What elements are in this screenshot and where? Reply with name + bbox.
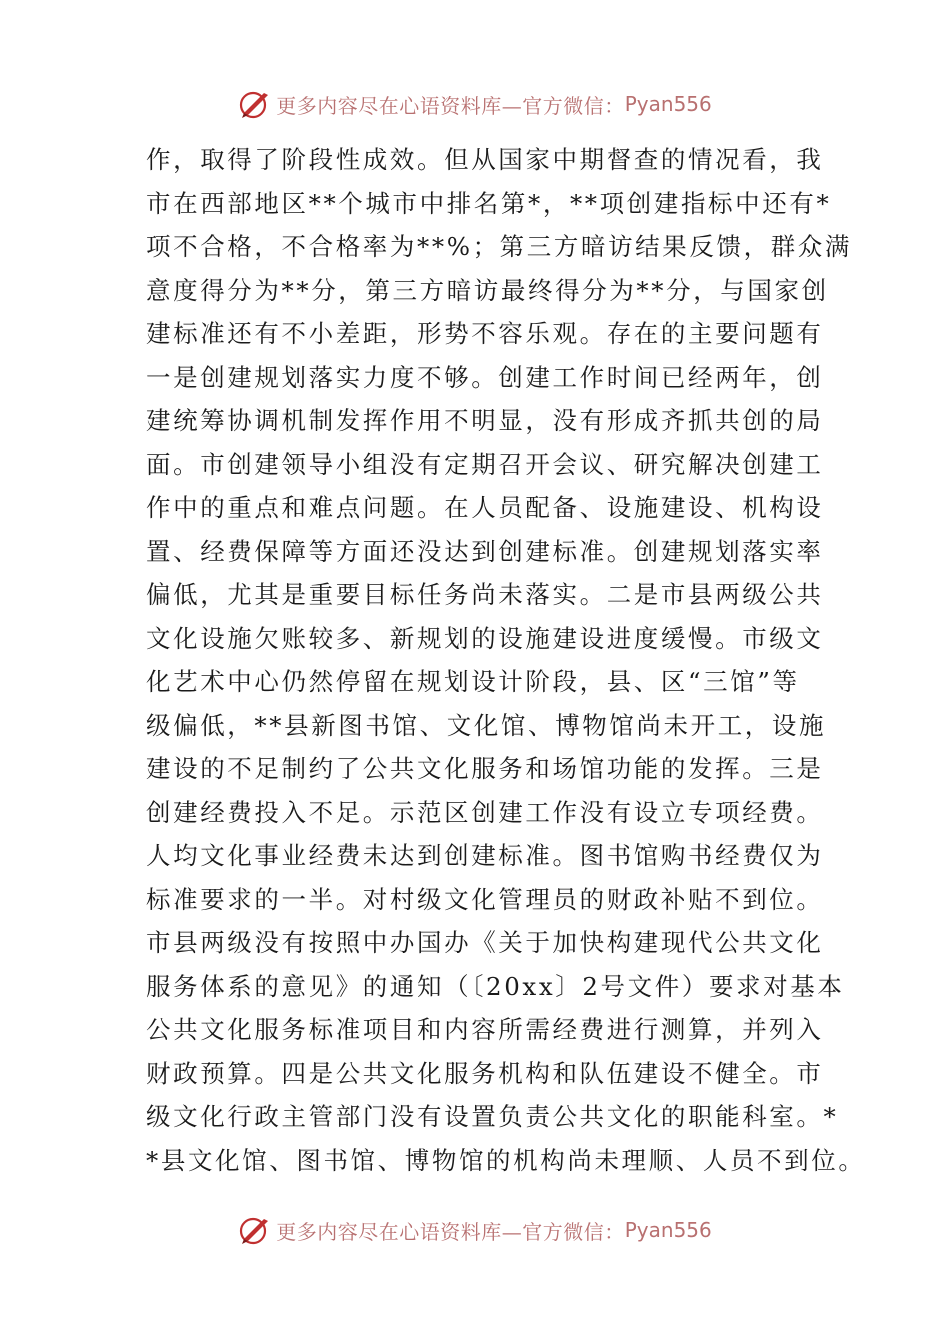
text-line: 一是创建规划落实力度不够。创建工作时间已经两年，创 — [146, 362, 824, 392]
header-watermark-banner — [0, 84, 950, 124]
text-line: 建统筹协调机制发挥作用不明显，没有形成齐抓共创的局 — [146, 406, 824, 435]
text-line: 创建经费投入不足。示范区创建工作没有设立专项经费。 — [146, 797, 824, 827]
pen-circle-logo-icon — [238, 1213, 272, 1247]
text-line: 财政预算。四是公共文化服务机构和队伍建设不健全。市 — [146, 1058, 824, 1088]
pen-circle-logo-icon — [238, 87, 272, 121]
text-line: 公共文化服务标准项目和内容所需经费进行测算，并列入 — [146, 1015, 824, 1044]
text-line: 项不合格，不合格率为**%；第三方暗访结果反馈，群众满 — [146, 232, 852, 261]
banner-wechat-handle: Pyan556 — [624, 1218, 712, 1242]
text-line: 面。市创建领导小组没有定期召开会议、研究解决创建工 — [146, 449, 824, 479]
banner-text: 更多内容尽在心语资料库—官方微信： — [276, 93, 625, 118]
text-line: 作，取得了阶段性成效。但从国家中期督查的情况看，我 — [146, 145, 824, 174]
text-line: 人均文化事业经费未达到创建标准。图书馆购书经费仅为 — [146, 841, 824, 870]
banner-wechat-handle: Pyan556 — [624, 92, 712, 116]
text-line: 作中的重点和难点问题。在人员配备、设施建设、机构设 — [146, 493, 824, 522]
text-line: 市在西部地区**个城市中排名第*，**项创建指标中还有* — [146, 188, 832, 218]
text-line: 建标准还有不小差距，形势不容乐观。存在的主要问题有 — [146, 319, 824, 348]
text-line: 化艺术中心仍然停留在规划设计阶段，县、区“三馆”等 — [146, 667, 800, 696]
text-line: 文化设施欠账较多、新规划的设施建设进度缓慢。市级文 — [146, 623, 824, 653]
text-line: 建设的不足制约了公共文化服务和场馆功能的发挥。三是 — [146, 754, 824, 783]
text-line: 标准要求的一半。对村级文化管理员的财政补贴不到位。 — [146, 884, 824, 914]
banner-text: 更多内容尽在心语资料库—官方微信： — [276, 1219, 625, 1244]
document-body — [146, 138, 866, 1182]
text-line: 偏低，尤其是重要目标任务尚未落实。二是市县两级公共 — [146, 580, 824, 609]
text-line: 服务体系的意见》的通知（〔20xx〕2号文件）要求对基本 — [146, 971, 845, 1001]
text-line: 级偏低，**县新图书馆、文化馆、博物馆尚未开工，设施 — [146, 710, 827, 740]
footer-watermark-banner — [0, 1210, 950, 1250]
text-line: 市县两级没有按照中办国办《关于加快构建现代公共文化 — [146, 928, 824, 957]
text-line: 意度得分为**分，第三方暗访最终得分为**分，与国家创 — [146, 275, 829, 305]
text-line: *县文化馆、图书馆、博物馆的机构尚未理顺、人员不到位。 — [146, 1145, 866, 1175]
text-line: 级文化行政主管部门没有设置负责公共文化的职能科室。* — [146, 1102, 839, 1131]
text-line: 置、经费保障等方面还没达到创建标准。创建规划落实率 — [146, 536, 824, 566]
